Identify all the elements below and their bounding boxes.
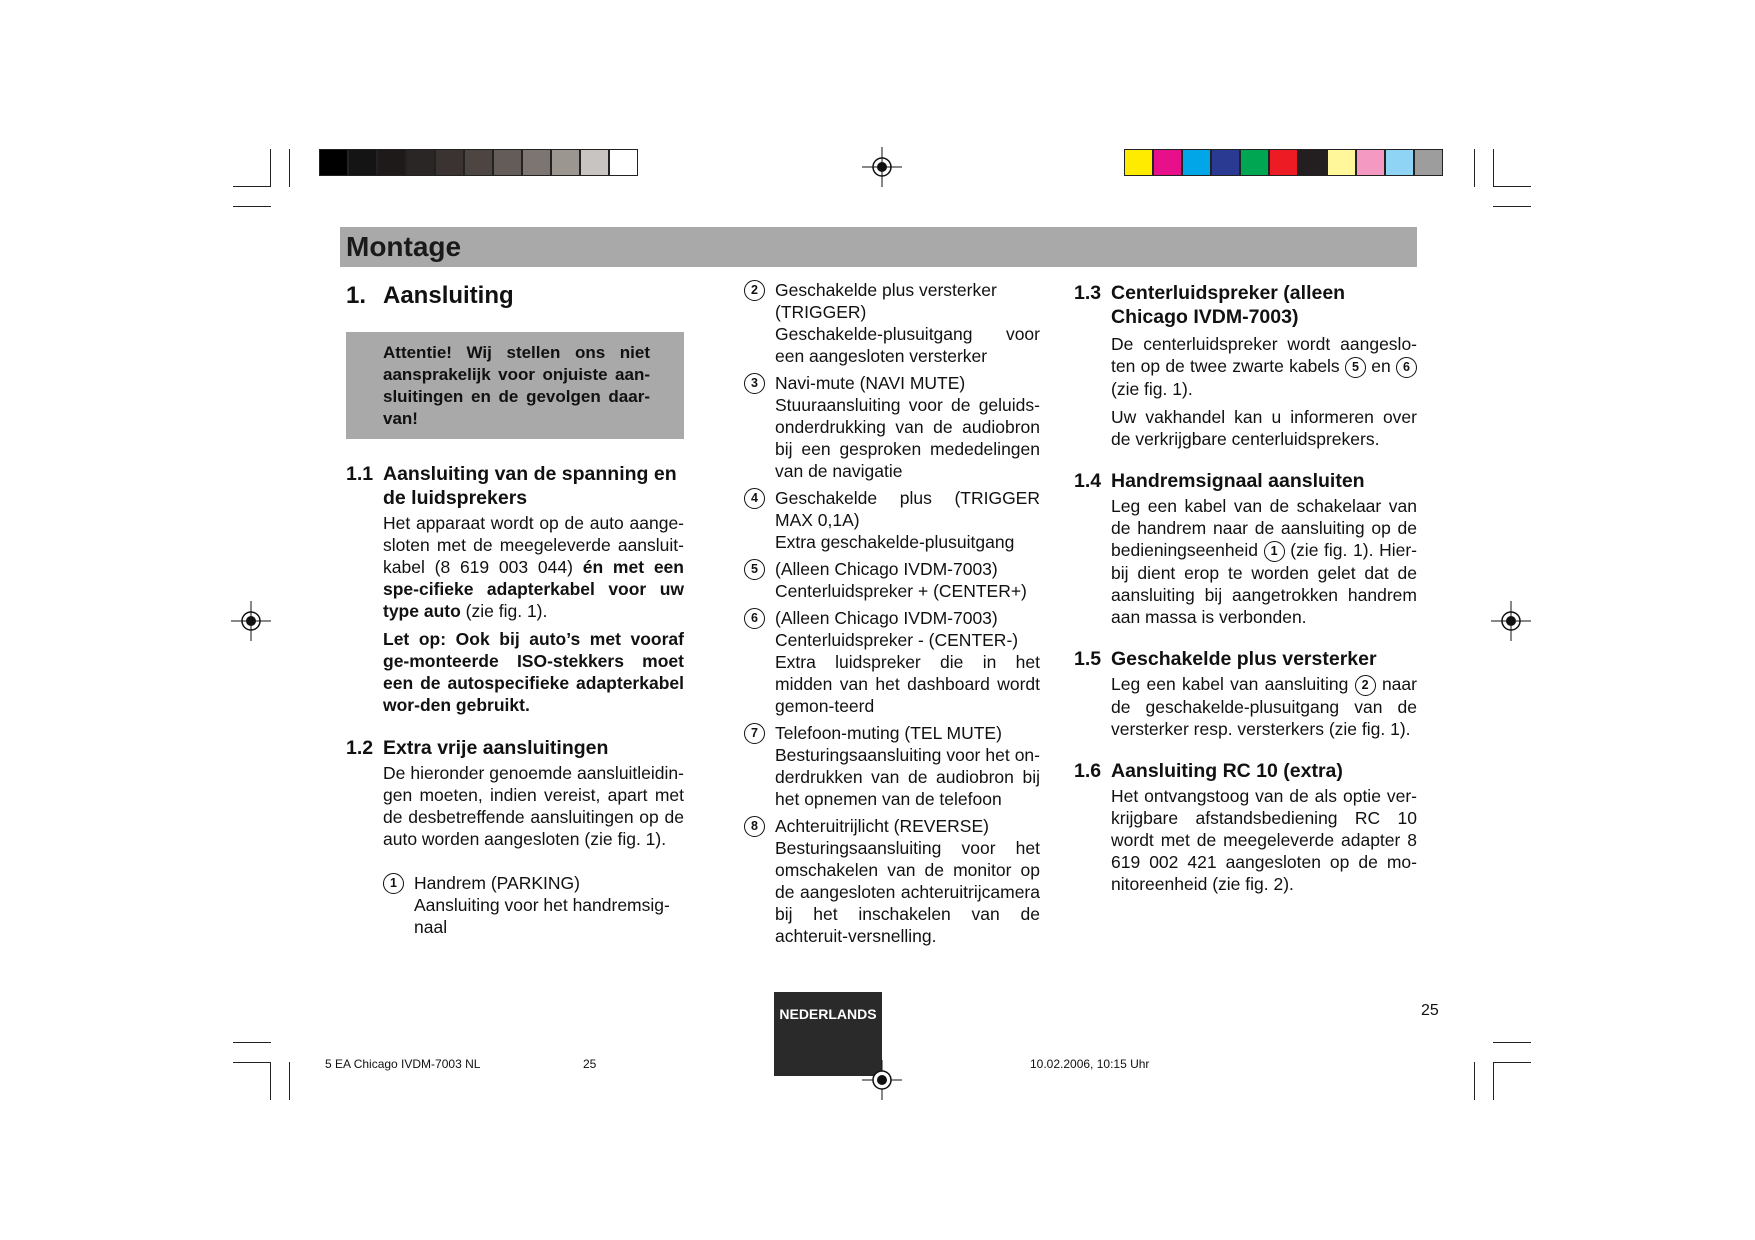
item-title: Handrem (PARKING): [414, 873, 580, 893]
item-title: Geschakelde plus (TRIGGER MAX 0,1A): [775, 488, 1040, 530]
connector-number-icon: 2: [1355, 675, 1376, 696]
subsection-title: Aansluiting RC 10 (extra): [1111, 760, 1343, 782]
subsection-title: Aansluiting van de spanning en de luidsprekers: [383, 463, 677, 509]
subsection-title: Geschakelde plus versterker: [1111, 648, 1377, 670]
item-title: (Alleen Chicago IVDM-7003): [775, 559, 998, 579]
text: Leg een kabel van de schakelaar van de handrem naar de aansluiting op de bedieningseenheid: [1111, 496, 1417, 560]
crop-mark: [270, 1062, 271, 1100]
color-swatch: [1182, 149, 1211, 176]
connector-number-icon: 8: [744, 816, 765, 837]
paragraph: [346, 512, 684, 622]
connector-number-icon: 2: [744, 280, 765, 301]
color-swatch: [1414, 149, 1443, 176]
connector-number-icon: 3: [744, 373, 765, 394]
color-swatch: [1124, 149, 1153, 176]
gray-swatch: [319, 149, 348, 176]
gray-swatch: [464, 149, 493, 176]
warning-paragraph: Let op: Ook bij auto’s met vooraf ge-monteerde ISO-stekkers moet een de autospecifieke adapterkabel wor-den gebruikt.: [383, 629, 684, 715]
color-swatch: [1240, 149, 1269, 176]
gray-swatch: [406, 149, 435, 176]
footer-file-page: 25: [583, 1057, 597, 1071]
item-title: Navi-mute (NAVI MUTE): [775, 373, 966, 393]
item-text: Centerluidspreker - (CENTER-): [775, 630, 1019, 650]
bold-text: én met een spe-cifieke adapterkabel voor uw type auto: [383, 557, 684, 621]
connector-number-icon: 1: [1264, 541, 1285, 562]
color-swatch: [1385, 149, 1414, 176]
item-title: Geschakelde plus versterker: [775, 280, 997, 300]
crop-mark: [1493, 206, 1531, 207]
text: (zie fig. 1).: [1111, 379, 1193, 399]
gray-swatch: [377, 149, 406, 176]
item-title: Telefoon-muting (TEL MUTE): [775, 723, 1002, 743]
list-item: [744, 372, 1040, 482]
crop-mark: [233, 206, 271, 207]
gray-swatch: [580, 149, 609, 176]
registration-mark-icon: [862, 1060, 902, 1100]
subsection-heading: [1074, 469, 1417, 493]
color-swatch: [1298, 149, 1327, 176]
item-title: Achteruitrijlicht (REVERSE): [775, 816, 989, 836]
list-item: [744, 607, 1040, 717]
crop-mark: [233, 1042, 271, 1043]
subsection-heading: [346, 736, 684, 760]
registration-mark-icon: [1491, 601, 1531, 641]
subsection-heading: [1074, 759, 1417, 783]
gray-swatch: [435, 149, 464, 176]
connector-number-icon: 5: [1345, 357, 1366, 378]
list-item: [744, 815, 1040, 947]
subsection-number: 1.3: [1074, 282, 1102, 304]
page-number: 25: [1421, 1002, 1439, 1019]
crop-mark: [1474, 1062, 1475, 1100]
footer-timestamp: 10.02.2006, 10:15 Uhr: [1030, 1057, 1150, 1071]
subsection-heading: [1074, 281, 1417, 329]
gray-swatch: [609, 149, 638, 176]
section-title-text: Aansluiting: [383, 282, 514, 309]
connector-number-icon: 5: [744, 559, 765, 580]
subsection-number: 1.1: [346, 463, 374, 485]
connector-number-icon: 7: [744, 723, 765, 744]
subsection-heading: [346, 462, 684, 510]
subsection-title: Centerluidspreker (alleen Chicago IVDM-7003): [1111, 282, 1346, 328]
crop-mark: [1493, 1042, 1531, 1043]
item-text: Geschakelde-plusuitgang voor een aangesloten versterker: [775, 324, 1040, 366]
item-text: Aansluiting voor het handremsig-naal: [414, 895, 670, 937]
crop-mark: [1493, 186, 1531, 187]
list-item: [744, 722, 1040, 810]
subsection-number: 1.5: [1074, 648, 1102, 670]
color-swatch: [1153, 149, 1182, 176]
connector-number-icon: 1: [383, 873, 404, 894]
paragraph: Het ontvangstoog van de als optie ver-krijgbare afstandsbediening RC 10 wordt met de meegeleverde adapter 8 619 002 421 aangesloten op de mo-nitoreenheid (zie fig. 2).: [1111, 786, 1417, 894]
gray-swatch: [551, 149, 580, 176]
connector-number-icon: 6: [744, 608, 765, 629]
gray-swatch: [493, 149, 522, 176]
crop-mark: [1493, 1062, 1494, 1100]
registration-mark-icon: [862, 147, 902, 187]
color-swatch: [1269, 149, 1298, 176]
color-swatch: [1327, 149, 1356, 176]
connector-number-icon: 6: [1396, 357, 1417, 378]
paragraph: [1074, 495, 1417, 628]
paragraph: [1074, 673, 1417, 740]
section-number: 1.: [346, 282, 367, 309]
list-item: [744, 487, 1040, 553]
list-item: [744, 558, 1040, 602]
attention-box: [346, 332, 684, 439]
column-1: [346, 462, 684, 938]
item-text: Stuuraansluiting voor de geluids-onderdrukking van de audiobron bij een gesproken mededelingen van de navigatie: [775, 395, 1040, 481]
text: naar de geschakelde-plusuitgang van de versterker resp. versterkers (zie fig. 1).: [1111, 674, 1417, 739]
column-3: [1074, 281, 1417, 901]
item-text: (TRIGGER): [775, 302, 867, 322]
crop-mark: [1493, 149, 1494, 187]
list-item: [744, 279, 1040, 367]
crop-mark: [1493, 1062, 1531, 1063]
paragraph: [1074, 333, 1417, 400]
text: (zie fig. 1). Hier-bij dient erop te worden gelet dat de aansluiting bij aangetrokken handrem aan massa is verbonden.: [1111, 540, 1417, 627]
section-title: [346, 282, 514, 310]
item-text: Besturingsaansluiting voor het omschakelen van de monitor op de aangesloten achteruitrijcamera bij het inschakelen van de achteruit-versnelling.: [775, 838, 1040, 946]
crop-mark: [289, 1062, 290, 1100]
connector-number-icon: 4: [744, 488, 765, 509]
section-header-bar: [340, 227, 1417, 267]
crop-mark: [1474, 149, 1475, 187]
subsection-heading: [1074, 647, 1417, 671]
crop-mark: [233, 1062, 271, 1063]
paragraph: Uw vakhandel kan u informeren over de verkrijgbare centerluidsprekers.: [1111, 407, 1417, 449]
item-text: Centerluidspreker + (CENTER+): [775, 581, 1027, 601]
crop-mark: [233, 186, 271, 187]
text: (zie fig. 1).: [465, 601, 548, 621]
list-item: [346, 872, 684, 938]
item-title: (Alleen Chicago IVDM-7003): [775, 608, 998, 628]
gray-swatch: [348, 149, 377, 176]
language-label: NEDERLANDS: [779, 1006, 877, 1022]
item-text: Extra luidspreker die in het midden van het dashboard wordt gemon-teerd: [775, 652, 1040, 716]
footer-file-name: 5 EA Chicago IVDM-7003 NL: [325, 1057, 481, 1071]
subsection-title: Extra vrije aansluitingen: [383, 737, 609, 759]
attention-text: Attentie! Wij stellen ons niet aansprakelijk voor onjuiste aan-sluitingen en de gevolgen daar-van!: [383, 343, 650, 428]
text: De centerluidspreker wordt aangeslo-ten op de twee zwarte kabels: [1111, 334, 1417, 376]
text: Leg een kabel van aansluiting: [1111, 674, 1349, 694]
gray-swatch: [522, 149, 551, 176]
registration-mark-icon: [231, 601, 271, 641]
color-swatch: [1356, 149, 1385, 176]
subsection-number: 1.2: [346, 737, 374, 759]
color-swatch: [1211, 149, 1240, 176]
column-2: [744, 279, 1040, 952]
text: Het apparaat wordt op de auto aange-sloten met de meegeleverde aansluit-kabel (8 619 003 044): [383, 513, 684, 577]
paragraph: De hieronder genoemde aansluitleidin-gen moeten, indien vereist, apart met de desbetreffende aansluitingen op de auto worden aangesloten (zie fig. 1).: [383, 763, 684, 849]
subsection-number: 1.4: [1074, 470, 1102, 492]
page-title: Montage: [346, 231, 462, 262]
crop-mark: [270, 149, 271, 187]
text: en: [1371, 356, 1391, 376]
item-text: Extra geschakelde-plusuitgang: [775, 532, 1015, 552]
subsection-number: 1.6: [1074, 760, 1102, 782]
item-text: Besturingsaansluiting voor het on-derdrukken van de audiobron bij het opnemen van de telefoon: [775, 745, 1040, 809]
crop-mark: [289, 149, 290, 187]
subsection-title: Handremsignaal aansluiten: [1111, 470, 1365, 492]
